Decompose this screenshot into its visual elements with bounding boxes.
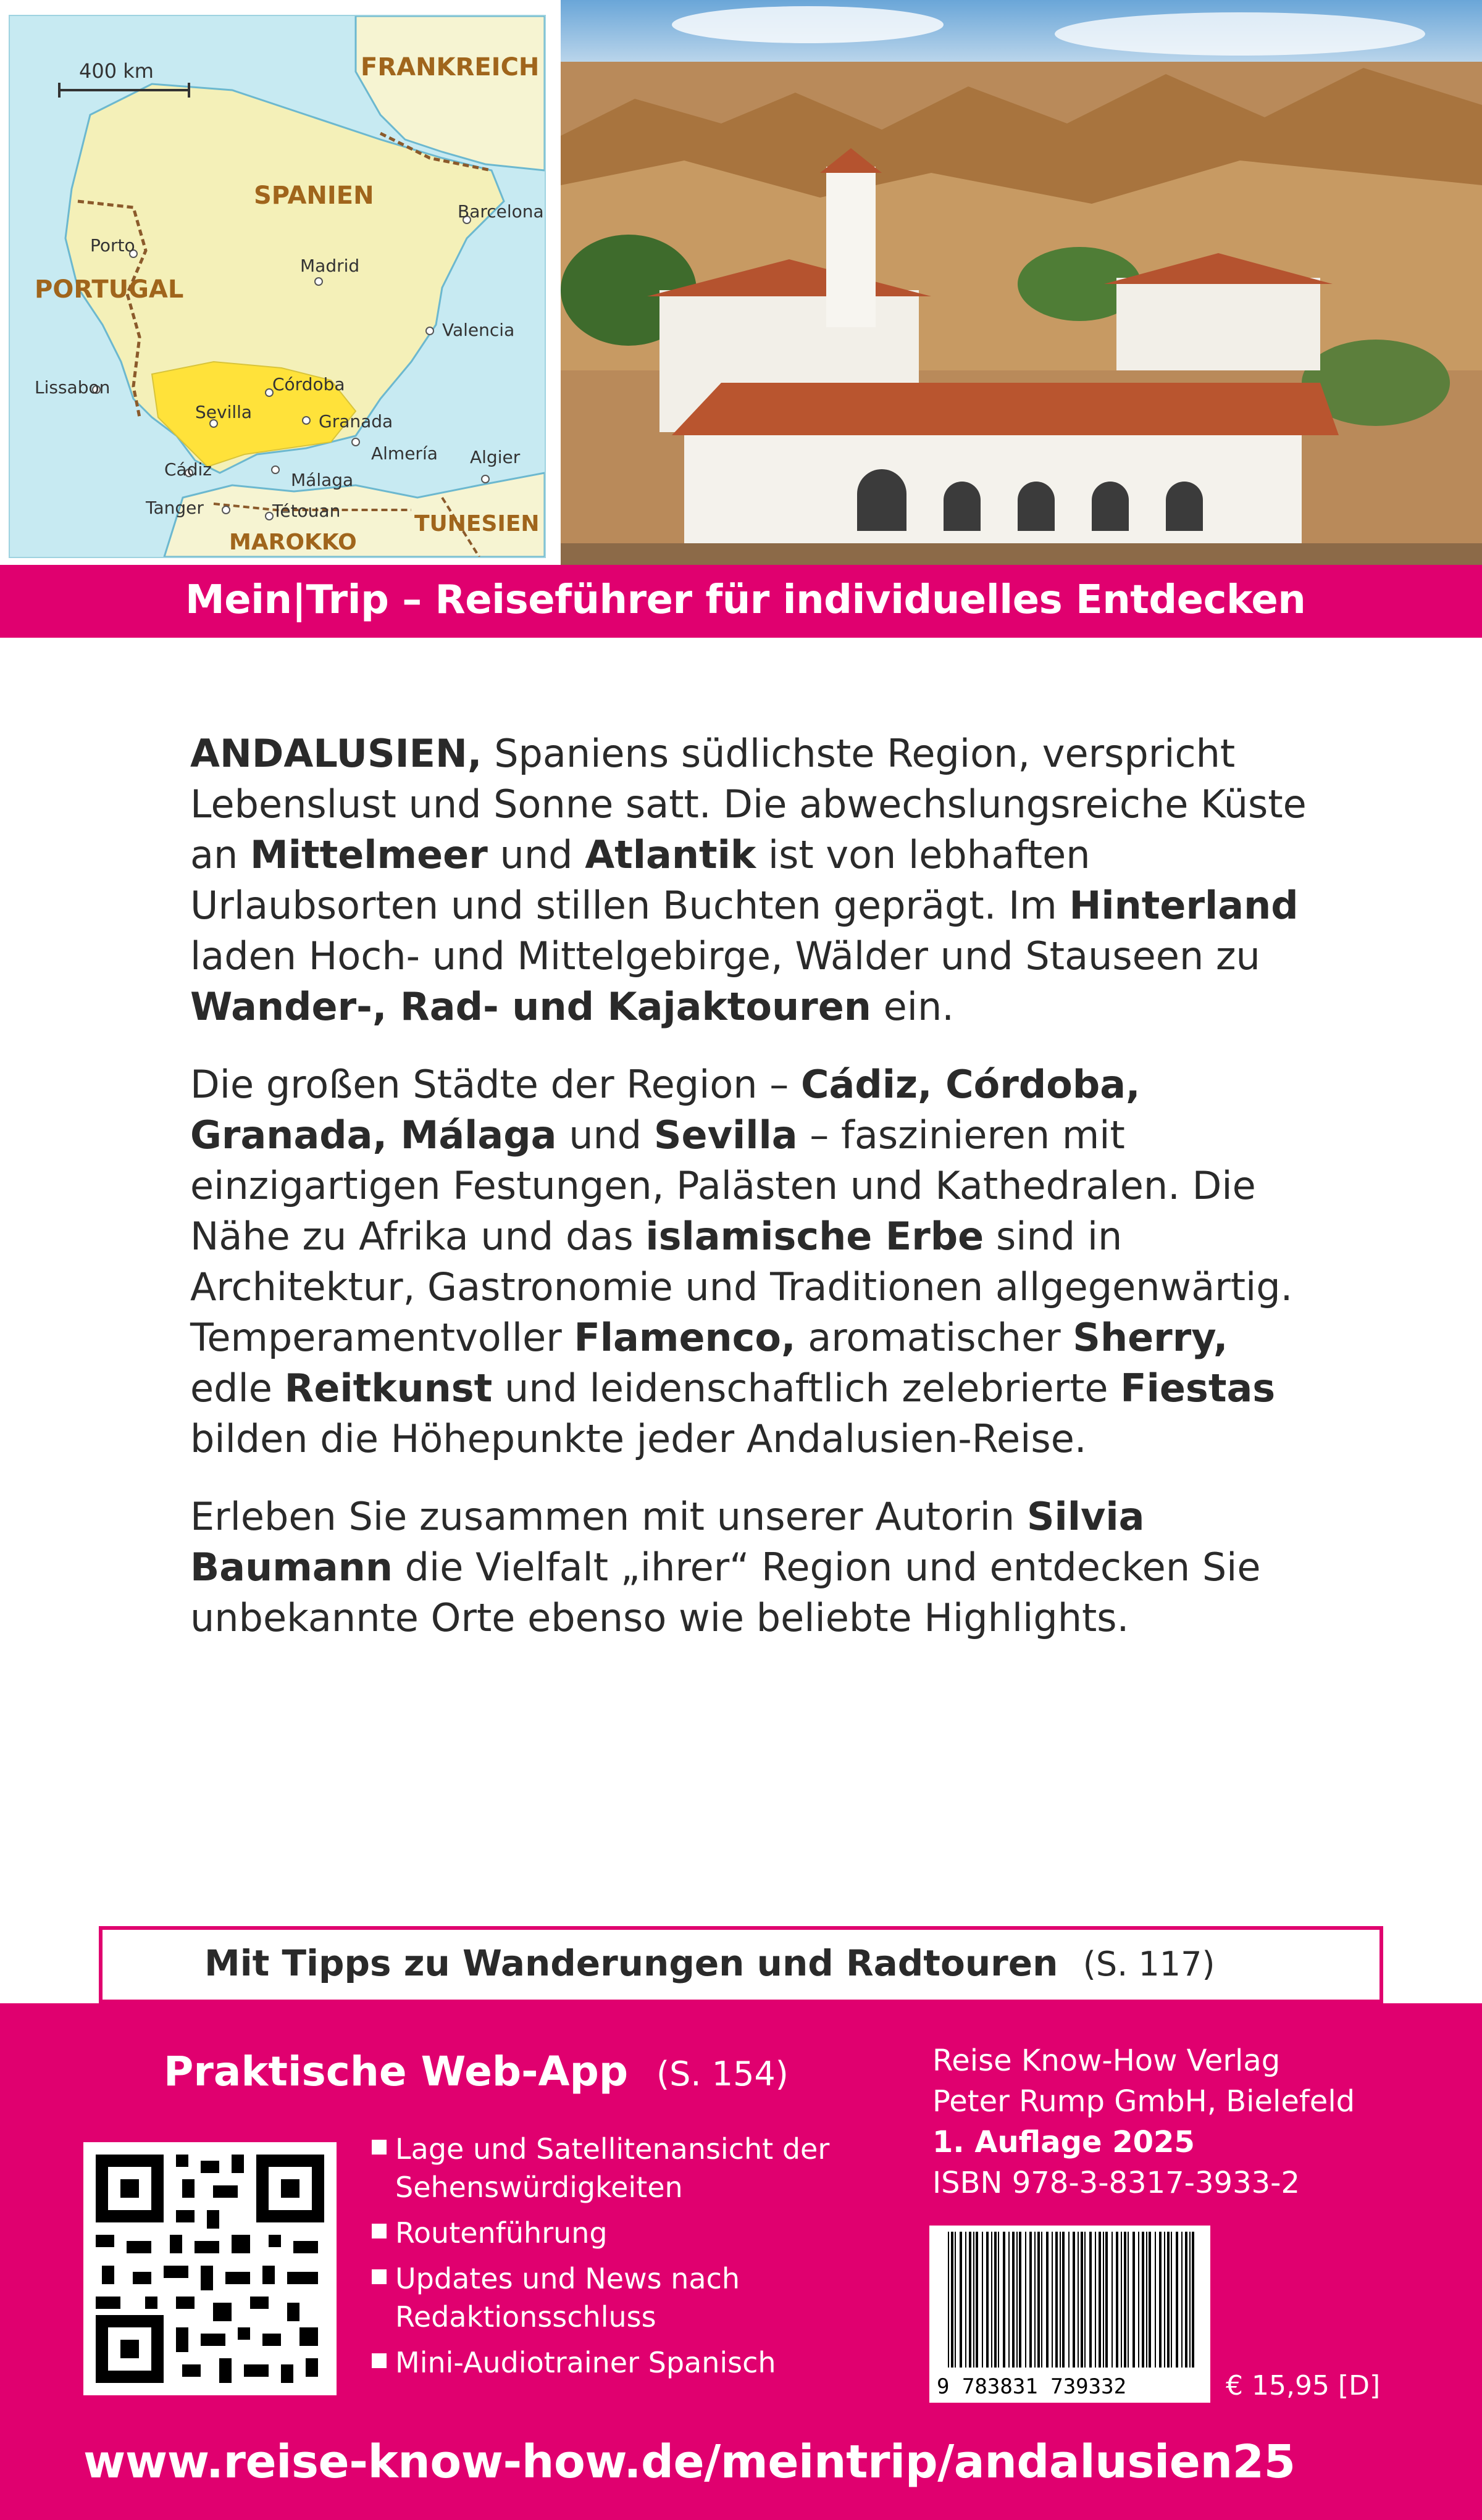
map-city-cadiz: Cádiz — [164, 459, 212, 480]
text-run: Sherry, — [1073, 1315, 1228, 1360]
text-run: bilden die Höhepunkte jeder Andalusien-Reise. — [190, 1416, 1087, 1461]
map-city-algier: Algier — [470, 447, 521, 467]
text-run: Fiestas — [1120, 1366, 1276, 1411]
description-paragraph-2 — [190, 1059, 1314, 1464]
text-run: Flamenco, — [574, 1315, 796, 1360]
webapp-feature-list — [371, 2130, 852, 2389]
back-info-panel — [0, 2003, 1482, 2520]
qr-code[interactable] — [83, 2142, 337, 2395]
spain-map — [9, 15, 546, 558]
webapp-feature-item: Routenführung — [371, 2214, 852, 2252]
map-scale-label: 400 km — [79, 59, 154, 83]
map-city-sevilla: Sevilla — [195, 402, 253, 422]
cover-top — [0, 0, 1482, 565]
text-run: Silvia Baumann — [190, 1494, 1145, 1590]
text-run: und — [556, 1112, 654, 1158]
landscape-photo — [561, 0, 1482, 565]
webapp-feature-item: Mini-Audiotrainer Spanisch — [371, 2343, 852, 2382]
qr-code-graphic — [83, 2142, 337, 2395]
webapp-feature-item: Lage und Satellitenansicht der Sehenswürdigkeiten — [371, 2130, 852, 2206]
text-run: islamische Erbe — [645, 1214, 984, 1259]
map-country-spanien: SPANIEN — [254, 181, 374, 210]
text-run: ANDALUSIEN, — [190, 731, 482, 776]
map-city-malaga: Málaga — [291, 470, 354, 490]
isbn: ISBN 978-3-8317-3933-2 — [932, 2166, 1300, 2200]
map-city-cordoba: Córdoba — [272, 374, 345, 394]
text-run: laden Hoch- und Mittelgebirge, Wälder und Stauseen zu — [190, 933, 1260, 978]
text-run: Cádiz, Córdoba, Granada, Málaga — [190, 1062, 1141, 1158]
publisher-company: Peter Rump GmbH, Bielefeld — [932, 2084, 1355, 2119]
text-run: Sevilla — [653, 1112, 798, 1158]
price: € 15,95 [D] — [1226, 2370, 1381, 2401]
text-run: und leidenschaftlich zelebrierte — [492, 1366, 1121, 1411]
text-run: Reitkunst — [284, 1366, 493, 1411]
map-country-portugal: PORTUGAL — [35, 275, 184, 304]
publisher-info — [932, 2040, 1355, 2203]
description-text — [190, 728, 1314, 1671]
text-run: edle — [190, 1366, 285, 1411]
map-country-frankreich: FRANKREICH — [361, 53, 540, 81]
edition: 1. Auflage 2025 — [932, 2125, 1195, 2159]
map-city-almeria: Almería — [371, 443, 438, 464]
text-run: ein. — [871, 984, 954, 1029]
description-paragraph-3 — [190, 1492, 1314, 1643]
map-city-granada: Granada — [319, 411, 393, 432]
photo-illustration — [561, 0, 1482, 565]
barcode-digits: 9 783831 739332 — [937, 2374, 1127, 2399]
series-banner — [0, 565, 1482, 638]
map-city-porto: Porto — [90, 235, 135, 256]
map-city-tanger: Tanger — [146, 498, 204, 518]
tips-page: (S. 117) — [1082, 1945, 1215, 1984]
series-banner-text: Mein|Trip – Reiseführer für individuelles Entdecken — [185, 577, 1306, 623]
map-country-tunesien: TUNESIEN — [414, 511, 540, 536]
text-run: Die großen Städte der Region – — [190, 1062, 801, 1107]
tips-label: Mit Tipps zu Wanderungen und Radtouren — [204, 1942, 1058, 1984]
text-run: sind in Architektur, Gastronomie und Traditionen allgegenwärtig. Temperamentvoller — [190, 1214, 1293, 1360]
map-country-marokko: MAROKKO — [229, 530, 357, 555]
webapp-feature-item: Updates und News nach Redaktionsschluss — [371, 2259, 852, 2336]
publisher-name: Reise Know-How Verlag — [932, 2043, 1281, 2078]
map-city-barcelona: Barcelona — [458, 201, 544, 222]
text-run: ist von lebhaften Urlaubsorten und stillen Buchten geprägt. Im — [190, 832, 1091, 928]
text-run: – faszinieren mit einzigartigen Festungen, Palästen und Kathedralen. Die Nähe zu Afrika und das — [190, 1112, 1256, 1259]
text-run: und — [487, 832, 585, 877]
description-paragraph-1 — [190, 728, 1314, 1032]
tips-label-line — [204, 1942, 1215, 1984]
text-run: Hinterland — [1069, 883, 1299, 928]
map-city-lissabon: Lissabon — [35, 377, 111, 398]
webapp-heading — [164, 2048, 789, 2095]
text-run: die Vielfalt „ihrer“ Region und entdecken Sie unbekannte Orte ebenso wie beliebte Highlights. — [190, 1545, 1261, 1640]
webapp-page: (S. 154) — [656, 2055, 789, 2093]
map-city-madrid: Madrid — [300, 256, 360, 276]
map-city-valencia: Valencia — [442, 320, 515, 340]
barcode-graphic — [929, 2226, 1210, 2403]
website-url[interactable]: www.reise-know-how.de/meintrip/andalusien25 — [83, 2435, 1296, 2489]
text-run: Spaniens südlichste Region, verspricht Lebenslust und Sonne satt. Die abwechslungsreiche Küste an — [190, 731, 1307, 877]
text-run: Erleben Sie zusammen mit unserer Autorin — [190, 1494, 1027, 1539]
text-run: Atlantik — [585, 832, 756, 877]
text-run: Mittelmeer — [250, 832, 488, 877]
tips-box — [99, 1926, 1383, 2003]
map-city-tetouan: Tétouan — [272, 501, 341, 521]
text-run: Wander-, Rad- und Kajaktouren — [190, 984, 871, 1029]
barcode — [929, 2226, 1210, 2403]
text-run: aromatischer — [795, 1315, 1073, 1360]
webapp-label: Praktische Web-App — [164, 2048, 629, 2095]
